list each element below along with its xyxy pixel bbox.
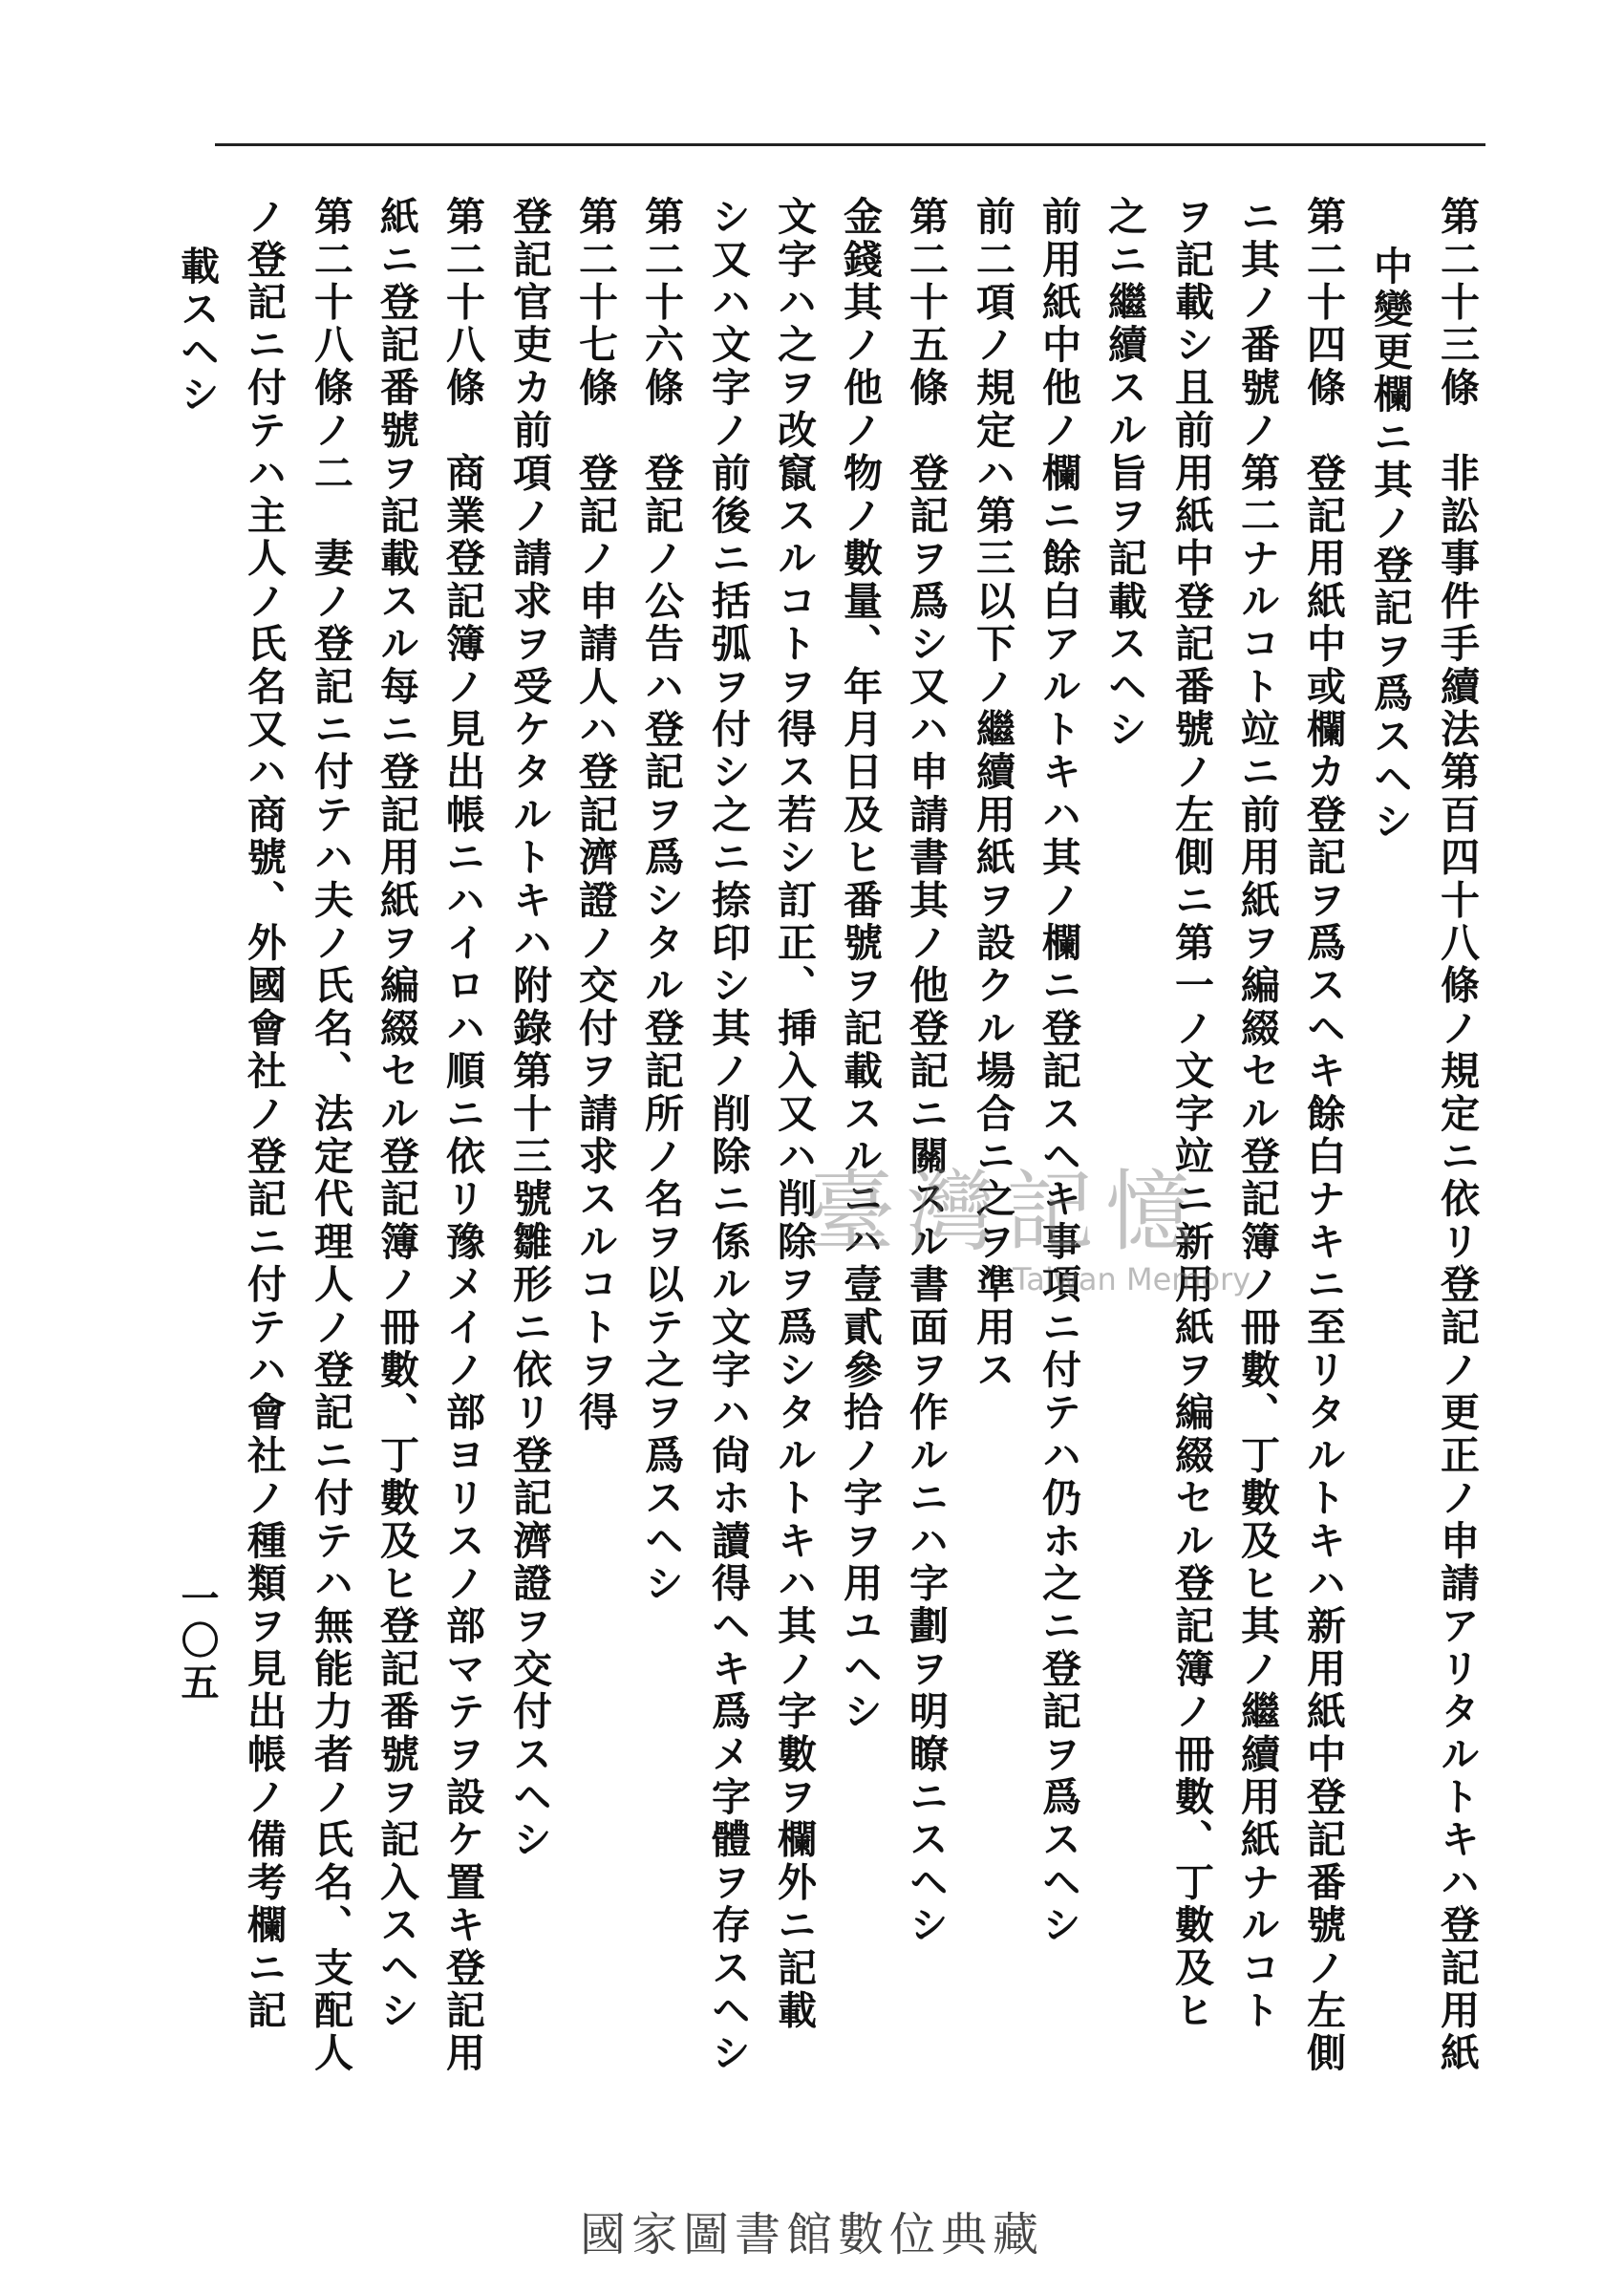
text-column-7: 前用紙中他ノ欄ニ餘白アルトキハ其ノ欄ニ登記スヘキ事項ニ付テハ仍ホ之ニ登記ヲ爲スヘシ xyxy=(1036,196,1081,1947)
text-column-11: 文字ハ之ヲ改竄スルコトヲ得ス若シ訂正、挿入又ハ削除ヲ爲シタルトキハ其ノ字數ヲ欄外ニ記載 xyxy=(771,196,817,2033)
footer-caption: 國家圖書館數位典藏 xyxy=(579,2208,1044,2261)
text-column-13: 第二十六條 登記ノ公告ハ登記ヲ爲シタル登記所ノ名ヲ以テ之ヲ爲スヘシ xyxy=(638,196,684,1606)
header-rule xyxy=(215,143,1485,146)
text-column-4: ニ其ノ番號ノ第二ナルコト竝ニ前用紙ヲ編綴セル登記簿ノ冊數、丁數及ヒ其ノ繼續用紙ナルコト xyxy=(1234,196,1280,2033)
watermark-logo: 臺灣記憶 xyxy=(807,1161,1206,1263)
text-column-16: 第二十八條 商業登記簿ノ見出帳ニハイロハ順ニ依リ豫メイノ部ヨリスノ部マテヲ設ケ置キ登記用 xyxy=(439,196,485,2075)
text-column-9: 第二十五條 登記ヲ爲シ又ハ申請書其ノ他登記ニ關スル書面ヲ作ルニハ字劃ヲ明瞭ニスヘシ xyxy=(903,196,949,1947)
text-column-1: 第二十三條 非訟事件手續法第百四十八條ノ規定ニ依リ登記ノ更正ノ申請アリタルトキハ登記用紙 xyxy=(1434,196,1480,2075)
text-column-17: 紙ニ登記番號ヲ記載スル每ニ登記用紙ヲ編綴セル登記簿ノ冊數、丁數及ヒ登記番號ヲ記入スヘシ xyxy=(374,196,419,2033)
watermark-subtitle: Taiwan Memory xyxy=(1013,1261,1251,1297)
text-column-15: 登記官吏カ前項ノ請求ヲ受ケタルトキハ附錄第十三號雛形ニ依リ登記濟證ヲ交付スヘシ xyxy=(506,196,552,1862)
text-column-5: ヲ記載シ且前用紙中登記番號ノ左側ニ第一ノ文字竝ニ新用紙ヲ編綴セル登記簿ノ冊數、丁數及ヒ xyxy=(1168,196,1214,2033)
text-column-6: 之ニ繼續スル旨ヲ記載スヘシ xyxy=(1101,196,1147,752)
text-column-3: 第二十四條 登記用紙中或欄カ登記ヲ爲スヘキ餘白ナキニ至リタルトキハ新用紙中登記番號ノ左側 xyxy=(1300,196,1346,2075)
text-column-8: 前二項ノ規定ハ第三以下ノ繼續用紙ヲ設クル場合ニ之ヲ準用ス xyxy=(970,196,1015,1392)
text-column-14: 第二十七條 登記ノ申請人ハ登記濟證ノ交付ヲ請求スルコトヲ得 xyxy=(572,196,618,1435)
text-column-2: 中變更欄ニ其ノ登記ヲ爲スヘシ xyxy=(1367,246,1413,844)
text-column-10: 金錢其ノ他ノ物ノ數量、年月日及ヒ番號ヲ記載スルニハ壹貳參拾ノ字ヲ用ユヘシ xyxy=(837,196,883,1734)
text-column-19: ノ登記ニ付テハ主人ノ氏名又ハ商號、外國會社ノ登記ニ付テハ會社ノ種類ヲ見出帳ノ備考欄ニ記 xyxy=(241,196,287,2033)
text-column-20: 載スヘシ xyxy=(174,246,220,417)
text-column-18: 第二十八條ノ二 妻ノ登記ニ付テハ夫ノ氏名、法定代理人ノ登記ニ付テハ無能力者ノ氏名、支配人 xyxy=(308,196,353,2075)
page-number: 一〇五 xyxy=(175,1578,220,1704)
text-column-12: シ又ハ文字ノ前後ニ括弧ヲ付シ之ニ捺印シ其ノ削除ニ係ル文字ハ尙ホ讀得ヘキ爲メ字體ヲ存スヘシ xyxy=(705,196,751,2075)
